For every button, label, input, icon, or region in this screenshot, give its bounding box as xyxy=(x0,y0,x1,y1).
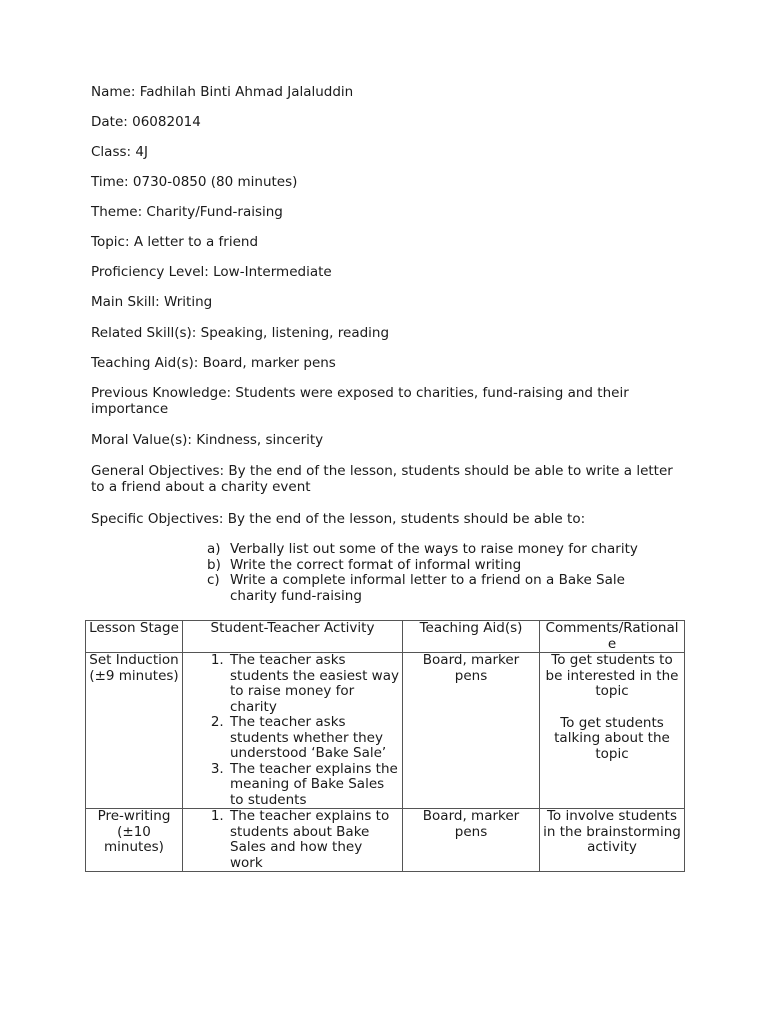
field-label: Specific Objectives: xyxy=(91,511,224,527)
proficiency-level-field xyxy=(91,265,691,281)
comments-cell xyxy=(540,653,685,809)
moral-values-field xyxy=(91,433,691,449)
activity-cell xyxy=(183,809,403,872)
column-header: Student-Teacher Activity xyxy=(183,621,403,653)
activity-list xyxy=(186,653,399,808)
list-item-text: Verbally list out some of the ways to raise money for charity xyxy=(230,541,638,557)
class-field xyxy=(91,145,691,161)
table-header-row xyxy=(86,621,685,653)
field-value: Students were exposed to charities, fund-raising and their importance xyxy=(91,385,629,417)
field-value: Fadhilah Binti Ahmad Jalaluddin xyxy=(139,84,354,100)
list-item: 2. The teacher asks students whether they understood ‘Bake Sale’ xyxy=(228,715,399,762)
list-item xyxy=(207,573,687,604)
table-row xyxy=(86,653,685,809)
activity-list xyxy=(186,809,399,871)
field-label: Moral Value(s): xyxy=(91,432,192,448)
comment-text: To get students to be interested in the topic xyxy=(545,652,679,699)
field-label: Previous Knowledge: xyxy=(91,385,232,401)
field-value: 4J xyxy=(135,144,148,160)
field-label: Related Skill(s): xyxy=(91,325,197,341)
lesson-plan-table xyxy=(85,620,685,872)
list-item: 1. The teacher explains to students about Bake Sales and how they work xyxy=(228,809,399,871)
teaching-aids-cell: Board, marker pens xyxy=(403,653,540,809)
field-value: Kindness, sincerity xyxy=(196,432,324,448)
field-value: By the end of the lesson, students should be able to: xyxy=(227,511,586,527)
field-value: Board, marker pens xyxy=(202,355,336,371)
field-value: 0730-0850 (80 minutes) xyxy=(132,174,298,190)
teaching-aids-cell: Board, marker pens xyxy=(403,809,540,872)
related-skills-field xyxy=(91,326,691,342)
field-label: Proficiency Level: xyxy=(91,264,209,280)
field-label: Teaching Aid(s): xyxy=(91,355,199,371)
list-marker: a) xyxy=(207,541,221,557)
list-marker: c) xyxy=(207,572,220,588)
field-label: Theme: xyxy=(91,204,143,220)
date-field xyxy=(91,115,691,131)
list-item-text: Write the correct format of informal writing xyxy=(230,556,522,573)
field-value: 06082014 xyxy=(132,114,201,130)
specific-objectives-field xyxy=(91,512,691,528)
field-label: General Objectives: xyxy=(91,463,225,479)
field-value: A letter to a friend xyxy=(133,234,259,250)
lesson-stage-cell: Set Induction (±9 minutes) xyxy=(86,653,183,809)
main-skill-field xyxy=(91,295,691,311)
name-field xyxy=(91,85,691,101)
general-objectives-field xyxy=(91,464,681,495)
list-item-text: Write a complete informal letter to a friend on a Bake Sale charity fund-raising xyxy=(230,572,625,604)
list-item xyxy=(207,558,687,574)
theme-field xyxy=(91,205,691,221)
lesson-stage-cell: Pre-writing (±10 minutes) xyxy=(86,809,183,872)
field-label: Topic: xyxy=(91,234,130,250)
column-header: Comments/Rationale xyxy=(540,621,685,653)
field-label: Main Skill: xyxy=(91,294,160,310)
field-value: Speaking, listening, reading xyxy=(200,325,390,341)
field-label: Time: xyxy=(91,174,129,190)
field-label: Date: xyxy=(91,114,128,130)
table-row xyxy=(86,809,685,872)
list-marker: b) xyxy=(207,556,221,573)
field-value: Writing xyxy=(164,294,213,310)
list-item xyxy=(207,542,687,558)
topic-field xyxy=(91,235,691,251)
column-header: Lesson Stage xyxy=(86,621,183,653)
field-value: By the end of the lesson, students should be able to write a letter to a friend about a charity event xyxy=(91,463,673,495)
field-label: Name: xyxy=(91,84,136,100)
comments-cell xyxy=(540,809,685,872)
specific-objectives-list xyxy=(207,542,687,604)
previous-knowledge-field xyxy=(91,386,681,417)
activity-cell xyxy=(183,653,403,809)
column-header: Teaching Aid(s) xyxy=(403,621,540,653)
time-field xyxy=(91,175,691,191)
field-label: Class: xyxy=(91,144,132,160)
list-item: 3. The teacher explains the meaning of Bake Sales to students xyxy=(228,762,399,809)
teaching-aids-field xyxy=(91,356,691,372)
comment-text: To involve students in the brainstorming activity xyxy=(543,808,681,855)
comment-text: To get students talking about the topic xyxy=(554,714,670,762)
field-value: Charity/Fund-raising xyxy=(146,204,283,220)
field-value: Low-Intermediate xyxy=(213,264,332,280)
list-item: 1. The teacher asks students the easiest way to raise money for charity xyxy=(228,653,399,715)
